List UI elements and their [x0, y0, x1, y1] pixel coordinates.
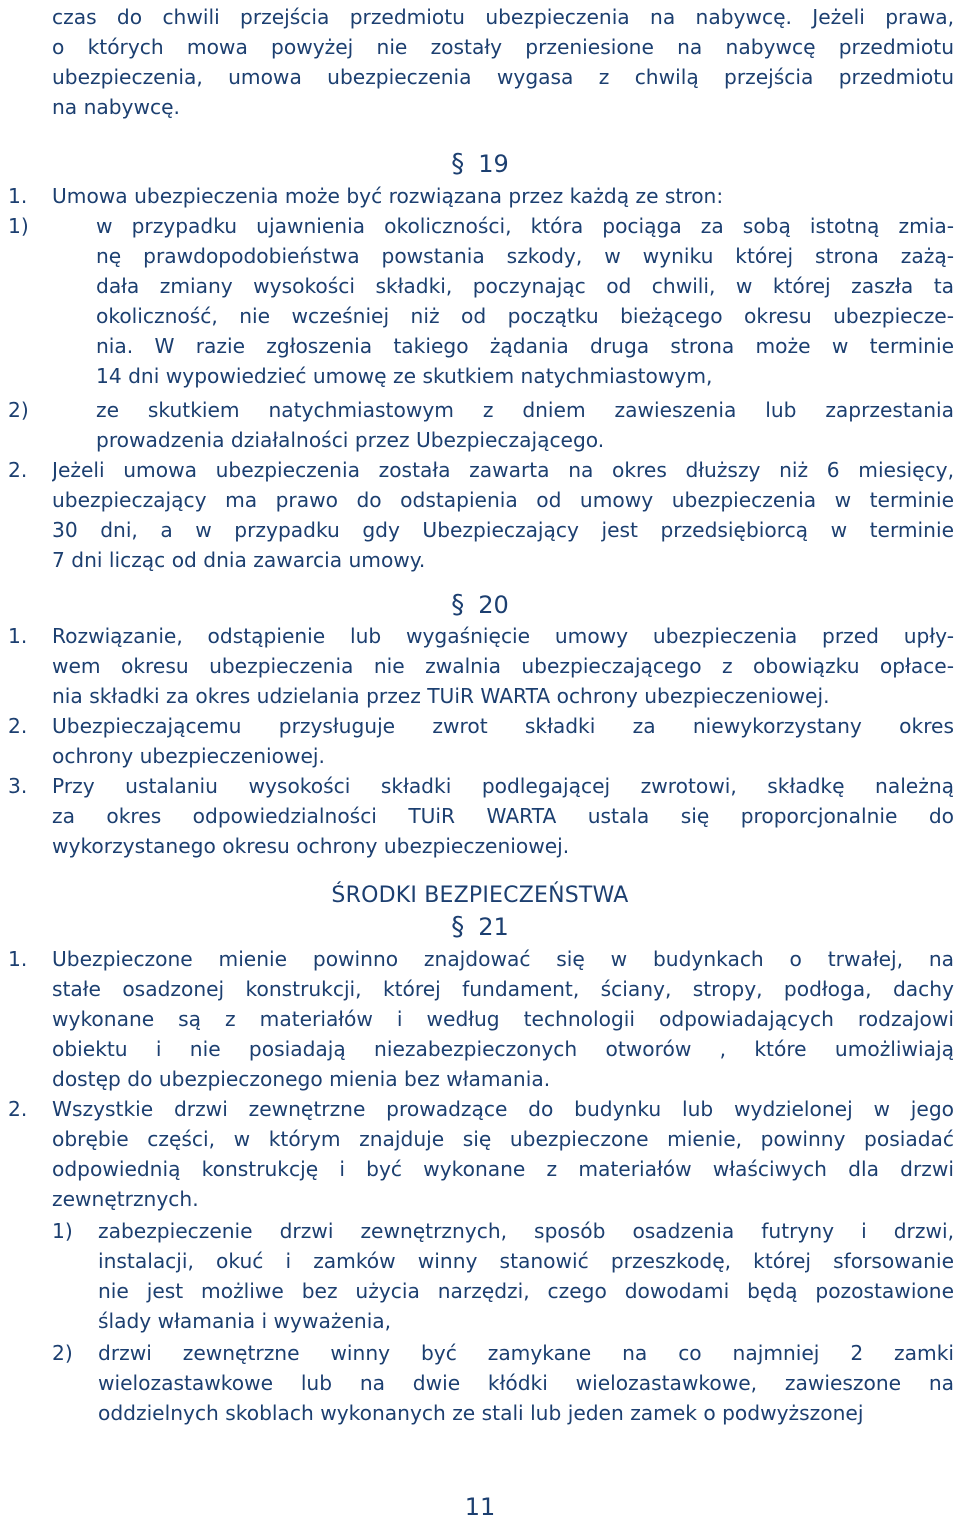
- text-line: 7 dni licząc od dnia zawarcia umowy.: [52, 548, 426, 572]
- list-number: 1.: [8, 184, 28, 208]
- text-line: na nabywcę.: [52, 95, 180, 119]
- list-number: 1): [52, 1219, 73, 1243]
- text-line: wielozastawkowe lub na dwie kłódki wielozastawkowe, zawieszone na: [98, 1371, 954, 1395]
- paragraph: [52, 621, 954, 711]
- text-line: zabezpieczenie drzwi zewnętrznych, sposób osadzenia futryny i drzwi,: [98, 1219, 954, 1243]
- text-line: zewnętrznych.: [52, 1187, 199, 1211]
- section-sign: §: [451, 149, 465, 179]
- text-line: nę prawdopodobieństwa powstania szkody, w wyniku której strona zażą-: [96, 244, 954, 268]
- text-line: Jeżeli umowa ubezpieczenia została zawarta na okres dłuższy niż 6 miesięcy,: [52, 458, 954, 482]
- section-heading: [0, 590, 960, 621]
- text-line: okoliczność, nie wcześniej niż od początku bieżącego okresu ubezpiecze-: [96, 304, 954, 328]
- paragraph: [52, 711, 954, 771]
- paragraph: [52, 771, 954, 861]
- list-number: 1.: [8, 947, 28, 971]
- text-line: obiektu i nie posiadają niezabezpieczonych otworów , które umożliwiają: [52, 1037, 954, 1061]
- list-number: 2.: [8, 714, 28, 738]
- text-line: stałe osadzonej konstrukcji, której fundament, ściany, stropy, podłoga, dachy: [52, 977, 954, 1001]
- text-line: obrębie części, w którym znajduje się ubezpieczone mienie, powinny posiadać: [52, 1127, 954, 1151]
- list-number: 2.: [8, 458, 28, 482]
- text-line: ochrony ubezpieczeniowej.: [52, 744, 325, 768]
- text-line: Wszystkie drzwi zewnętrzne prowadzące do budynku lub wydzielonej w jego: [52, 1097, 954, 1121]
- list-number: 2.: [8, 1097, 28, 1121]
- list-number: 3.: [8, 774, 28, 798]
- section-sign: §: [451, 912, 465, 942]
- list-number: 1.: [8, 624, 28, 648]
- text-line: 30 dni, a w przypadku gdy Ubezpieczający jest przedsiębiorcą w terminie: [52, 518, 954, 542]
- text-line: dała zmiany wysokości składki, poczynając od chwili, w której zaszła ta: [96, 274, 954, 298]
- text-line: ślady włamania i wyważenia,: [98, 1309, 392, 1333]
- text-line: o których mowa powyżej nie zostały przeniesione na nabywcę przedmiotu: [52, 35, 954, 59]
- text-line: nie jest możliwe bez użycia narzędzi, czego dowodami będą pozostawione: [98, 1279, 954, 1303]
- text-line: wem okresu ubezpieczenia nie zwalnia ubezpieczającego z obowiązku opłace-: [52, 654, 954, 678]
- section-number: 19: [478, 150, 509, 178]
- text-line: Ubezpieczającemu przysługuje zwrot składki za niewykorzystany okres: [52, 714, 954, 738]
- text-line: wykorzystanego okresu ochrony ubezpieczeniowej.: [52, 834, 570, 858]
- text-line: odpowiednią konstrukcję i być wykonane z materiałów właściwych dla drzwi: [52, 1157, 954, 1181]
- paragraph: [52, 944, 954, 1094]
- text-line: prowadzenia działalności przez Ubezpieczającego.: [96, 428, 605, 452]
- list-number: 1): [8, 214, 29, 238]
- paragraph: [98, 1338, 954, 1428]
- paragraph: [98, 1216, 954, 1336]
- section-number: 20: [478, 591, 509, 619]
- list-number: 2): [52, 1341, 73, 1365]
- paragraph: [52, 1094, 954, 1214]
- list-number: 2): [8, 398, 29, 422]
- paragraph: [96, 211, 954, 391]
- paragraph: [96, 395, 954, 455]
- text-line: nia. W razie zgłoszenia takiego żądania druga strona może w terminie: [96, 334, 954, 358]
- text-line: za okres odpowiedzialności TUiR WARTA ustala się proporcjonalnie do: [52, 804, 954, 828]
- text-line: oddzielnych skoblach wykonanych ze stali lub jeden zamek o podwyższonej: [98, 1401, 864, 1425]
- text-line: 14 dni wypowiedzieć umowę ze skutkiem natychmiastowym,: [96, 364, 713, 388]
- text-line: w przypadku ujawnienia okoliczności, która pociąga za sobą istotną zmia-: [96, 214, 954, 238]
- text-line: drzwi zewnętrzne winny być zamykane na co najmniej 2 zamki: [98, 1341, 954, 1365]
- section-heading: [0, 149, 960, 180]
- section-sign: §: [451, 590, 465, 620]
- text-line: Umowa ubezpieczenia może być rozwiązana przez każdą ze stron:: [52, 184, 724, 208]
- chapter-heading: ŚRODKI BEZPIECZEŃSTWA: [331, 883, 629, 908]
- paragraph: [52, 2, 954, 122]
- text-line: instalacji, okuć i zamków winny stanowić przeszkodę, której sforsowanie: [98, 1249, 954, 1273]
- text-line: Ubezpieczone mienie powinno znajdować się w budynkach o trwałej, na: [52, 947, 954, 971]
- text-line: ubezpieczenia, umowa ubezpieczenia wygasa z chwilą przejścia przedmiotu: [52, 65, 954, 89]
- text-line: wykonane są z materiałów i według technologii odpowiadających rodzajowi: [52, 1007, 954, 1031]
- page-number: 11: [464, 1493, 496, 1521]
- section-number: 21: [478, 913, 509, 941]
- text-line: ubezpieczający ma prawo do odstapienia od umowy ubezpieczenia w terminie: [52, 488, 954, 512]
- text-line: czas do chwili przejścia przedmiotu ubezpieczenia na nabywcę. Jeżeli prawa,: [52, 5, 954, 29]
- text-line: ze skutkiem natychmiastowym z dniem zawieszenia lub zaprzestania: [96, 398, 954, 422]
- paragraph: [52, 455, 954, 575]
- section-heading: [0, 912, 960, 943]
- text-line: Przy ustalaniu wysokości składki podlegającej zwrotowi, składkę należną: [52, 774, 954, 798]
- text-line: dostęp do ubezpieczonego mienia bez włamania.: [52, 1067, 551, 1091]
- text-line: nia składki za okres udzielania przez TUiR WARTA ochrony ubezpieczeniowej.: [52, 684, 830, 708]
- text-line: Rozwiązanie, odstąpienie lub wygaśnięcie umowy ubezpieczenia przed upły-: [52, 624, 954, 648]
